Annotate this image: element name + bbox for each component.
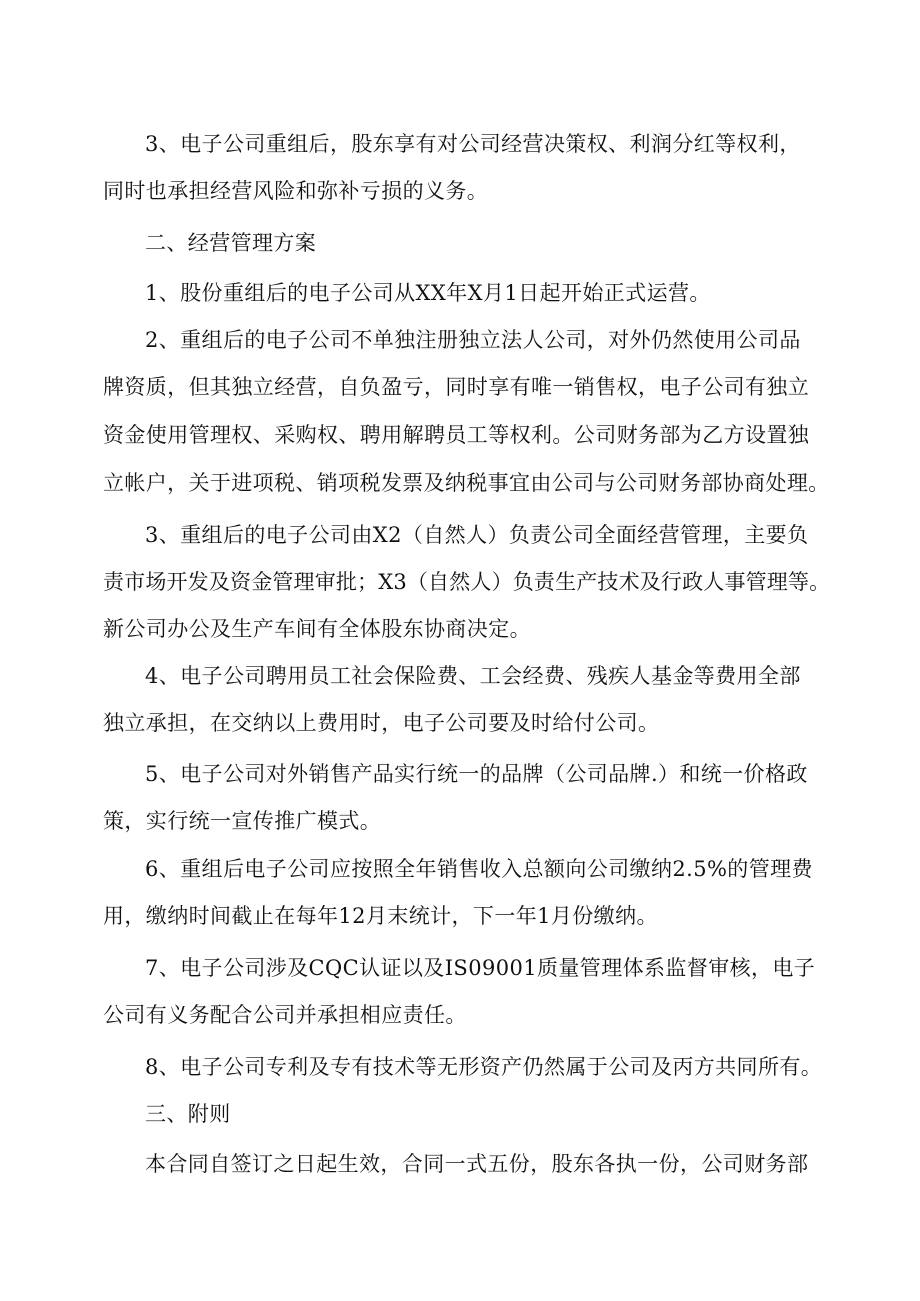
text-line: 3、电子公司重组后，股东享有对公司经营决策权、利润分红等权利， [145,132,801,156]
text-line: 5、电子公司对外销售产品实行统一的品牌（公司品牌.）和统一价格政 [145,762,808,786]
text-line: 用，缴纳时间截止在每年12月末统计，下一年1月份缴纳。 [103,904,658,928]
section-heading: 二、经营管理方案 [145,231,317,255]
text-line: 3、重组后的电子公司由X2（自然人）负责公司全面经营管理，主要负 [145,523,809,547]
text-line: 公司有义务配合公司并承担相应责任。 [103,1003,467,1027]
text-line: 2、重组后的电子公司不单独注册独立法人公司，对外仍然使用公司品 [145,328,801,352]
text-line: 资金使用管理权、采购权、聘用解聘员工等权利。公司财务部为乙方设置独 [103,423,810,447]
text-line: 7、电子公司涉及CQC认证以及IS09001质量管理体系监督审核，电子 [145,956,816,980]
text-line: 策，实行统一宣传推广模式。 [103,809,382,833]
text-line: 6、重组后电子公司应按照全年销售收入总额向公司缴纳2.5%的管理费 [145,857,813,881]
text-line: 立帐户，关于进项税、销项税发票及纳税事宜由公司与公司财务部协商处理。 [103,471,830,495]
text-line: 同时也承担经营风险和弥补亏损的义务。 [103,179,489,203]
section-heading: 三、附则 [145,1102,231,1126]
text-line: 独立承担，在交纳以上费用时，电子公司要及时给付公司。 [103,711,660,735]
text-line: 8、电子公司专利及专有技术等无形资产仍然属于公司及丙方共同所有。 [145,1055,823,1079]
text-line: 新公司办公及生产车间有全体股东协商决定。 [103,617,531,641]
text-line: 4、电子公司聘用员工社会保险费、工会经费、残疾人基金等费用全部 [145,664,801,688]
text-line: 本合同自签订之日起生效，合同一式五份，股东各执一份，公司财务部 [145,1152,809,1176]
text-line: 牌资质，但其独立经营，自负盈亏，同时享有唯一销售权，电子公司有独立 [103,375,810,399]
text-line: 1、股份重组后的电子公司从XX年X月1日起开始正式运营。 [145,281,711,305]
text-line: 责市场开发及资金管理审批；X3（自然人）负责生产技术及行政人事管理等。 [103,570,831,594]
